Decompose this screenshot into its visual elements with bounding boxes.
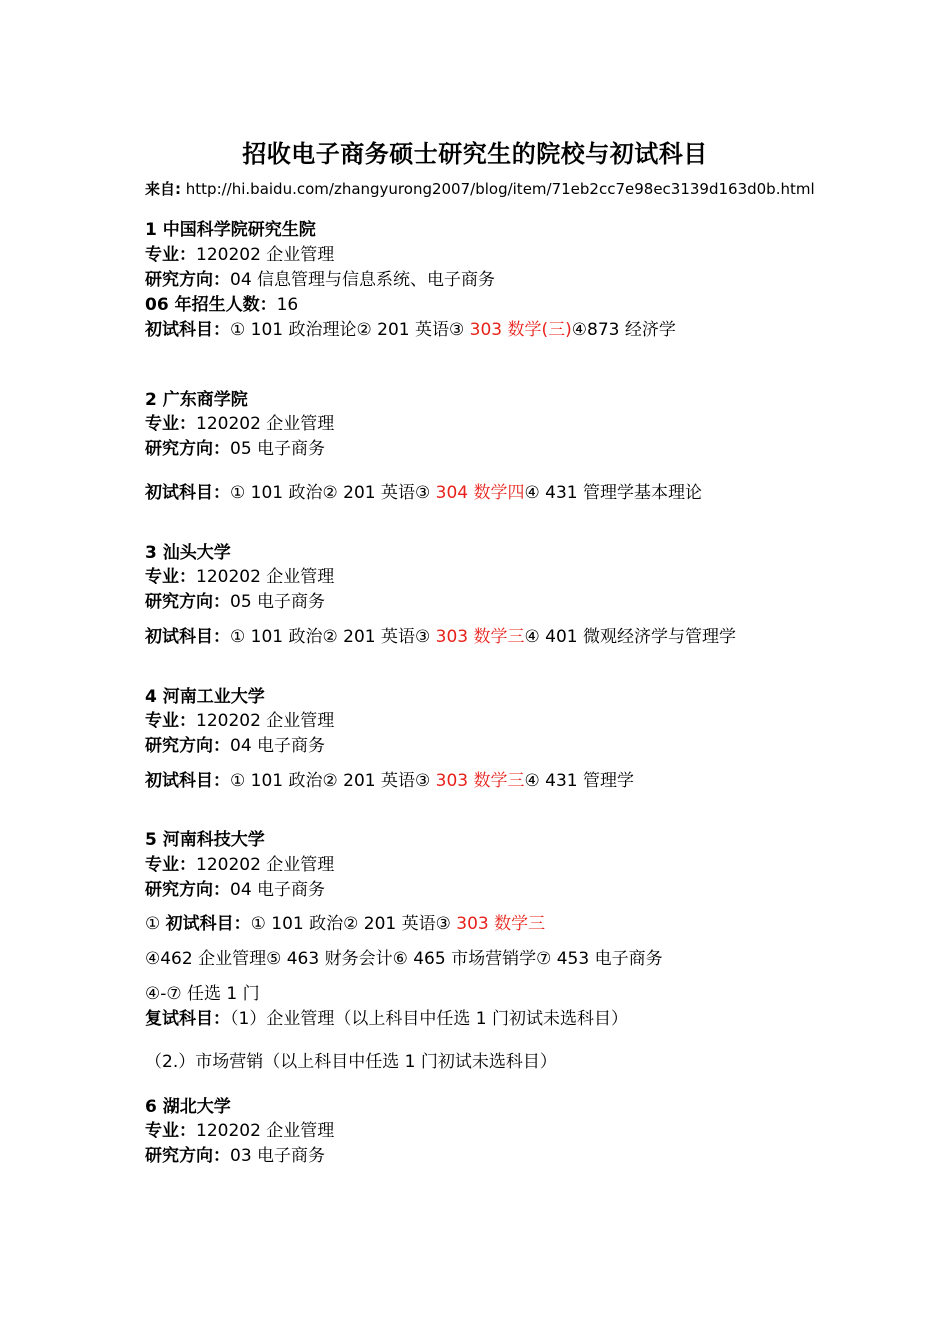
section-5-exam [145, 913, 545, 935]
exam-subjects-post: ④ 431 管理学基本理论 [524, 483, 702, 503]
major-label: 专业： [145, 1121, 196, 1141]
major-label: 专业： [145, 567, 196, 587]
section-5-retest [145, 1008, 628, 1030]
major-value: 120202 企业管理 [196, 245, 335, 265]
section-1-heading: 1 中国科学院研究生院 [145, 220, 316, 240]
section-5-retest-2: （2.）市场营销（以上科目中任选 1 门初试未选科目） [145, 1052, 557, 1072]
section-5-options: ④462 企业管理⑤ 463 财务会计⑥ 465 市场营销学⑦ 453 电子商务 [145, 949, 663, 969]
major-value: 120202 企业管理 [196, 414, 335, 434]
exam-subjects-pre: ① 101 政治② 201 英语③ [250, 914, 457, 934]
major-value: 120202 企业管理 [196, 1121, 335, 1141]
direction-value: 04 电子商务 [230, 880, 326, 900]
enrollment-value: 16 [276, 295, 299, 315]
direction-label: 研究方向： [145, 880, 230, 900]
major-value: 120202 企业管理 [196, 855, 335, 875]
section-3-direction [145, 591, 325, 613]
direction-label: 研究方向： [145, 1146, 230, 1166]
direction-label: 研究方向： [145, 736, 230, 756]
section-2-direction [145, 438, 325, 460]
document-title: 招收电子商务硕士研究生的院校与初试科目 [242, 140, 708, 168]
exam-label: 初试科目： [145, 483, 230, 503]
section-5-heading: 5 河南科技大学 [145, 830, 265, 850]
enrollment-label: 06 年招生人数： [145, 295, 277, 315]
exam-subjects-post: ④873 经济学 [571, 320, 676, 340]
section-5-direction [145, 879, 325, 901]
exam-subjects-post: ④ 401 微观经济学与管理学 [524, 627, 736, 647]
exam-math-subject: 303 数学三 [435, 627, 525, 647]
direction-label: 研究方向： [145, 439, 230, 459]
major-label: 专业： [145, 245, 196, 265]
exam-math-subject: 303 数学三 [435, 771, 525, 791]
retest-label: 复试科目： [145, 1009, 230, 1029]
exam-subjects-post: ④ 431 管理学 [524, 771, 634, 791]
exam-subjects-pre: ① 101 政治② 201 英语③ [230, 483, 436, 503]
section-4-exam [145, 770, 634, 792]
section-5-major [145, 854, 334, 876]
major-value: 120202 企业管理 [196, 711, 335, 731]
section-5-choose: ④-⑦ 任选 1 门 [145, 984, 260, 1004]
direction-value: 05 电子商务 [230, 592, 326, 612]
source-label: 来自: [145, 180, 181, 198]
direction-value: 03 电子商务 [230, 1146, 326, 1166]
section-3-heading: 3 汕头大学 [145, 543, 231, 563]
section-6-direction [145, 1145, 325, 1167]
section-1-exam [145, 319, 676, 341]
direction-label: 研究方向： [145, 270, 230, 290]
major-label: 专业： [145, 414, 196, 434]
major-label: 专业： [145, 855, 196, 875]
source-line [145, 178, 815, 199]
source-url: http://hi.baidu.com/zhangyurong2007/blog/item/71eb2cc7e98ec3139d163d0b.html [185, 180, 815, 198]
section-4-heading: 4 河南工业大学 [145, 687, 265, 707]
section-1-enrollment [145, 294, 298, 316]
section-1-major [145, 244, 334, 266]
section-2-exam [145, 482, 702, 504]
exam-math-subject: 303 数学三 [456, 914, 546, 934]
section-2-heading: 2 广东商学院 [145, 390, 248, 410]
exam-math-subject: 304 数学四 [435, 483, 525, 503]
major-value: 120202 企业管理 [196, 567, 335, 587]
direction-value: 04 电子商务 [230, 736, 326, 756]
section-4-direction [145, 735, 325, 757]
section-4-major [145, 710, 334, 732]
section-3-exam [145, 626, 736, 648]
section-3-major [145, 566, 334, 588]
exam-subjects-pre: ① 101 政治② 201 英语③ [230, 771, 436, 791]
direction-value: 05 电子商务 [230, 439, 326, 459]
exam-label: 初试科目： [145, 320, 230, 340]
exam-label: 初试科目： [145, 627, 230, 647]
section-6-major [145, 1120, 334, 1142]
exam-subjects-pre: ① 101 政治理论② 201 英语③ [230, 320, 470, 340]
direction-label: 研究方向： [145, 592, 230, 612]
major-label: 专业： [145, 711, 196, 731]
exam-label: 初试科目： [165, 914, 251, 934]
exam-subjects-pre: ① 101 政治② 201 英语③ [230, 627, 436, 647]
retest-value: （1）企业管理（以上科目中任选 1 门初试未选科目） [230, 1009, 628, 1029]
direction-value: 04 信息管理与信息系统、电子商务 [230, 270, 496, 290]
section-2-major [145, 413, 334, 435]
section-6-heading: 6 湖北大学 [145, 1097, 231, 1117]
exam-label: 初试科目： [145, 771, 230, 791]
exam-prefix: ① [145, 914, 166, 934]
exam-math-subject: 303 数学(三) [469, 320, 572, 340]
section-1-direction [145, 269, 495, 291]
